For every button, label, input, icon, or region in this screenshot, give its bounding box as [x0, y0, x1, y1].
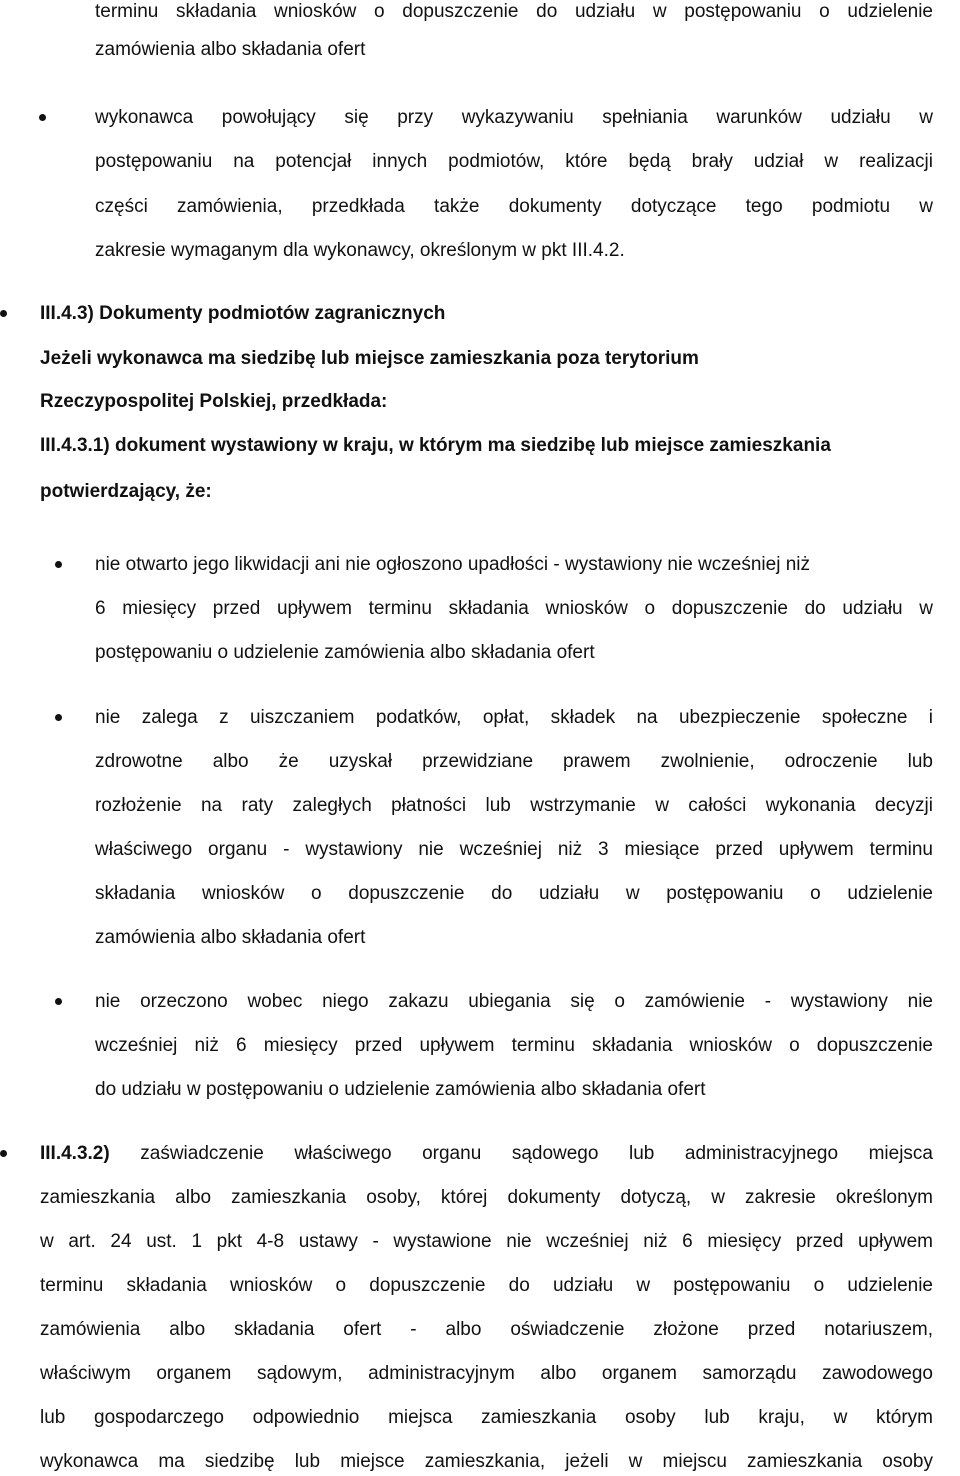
text-line: Rzeczypospolitej Polskiej, przedkłada: [40, 391, 388, 412]
text-line: zamówienia albo składania ofert [95, 927, 366, 948]
text-line: Jeżeli wykonawca ma siedzibę lub miejsce zamieszkania poza terytorium [40, 348, 699, 369]
text-line: 6 miesięcy przed upływem terminu składania wniosków o dopuszczenie do udziału w [95, 598, 933, 619]
text-line: właściwym organem sądowym, administracyjnym albo organem samorządu zawodowego [40, 1363, 933, 1384]
text-line: części zamówienia, przedkłada także dokumenty dotyczące tego podmiotu w [95, 196, 933, 217]
text-line: postępowaniu na potencjał innych podmiotów, które będą brały udział w realizacji [95, 151, 933, 172]
item-text: zaświadczenie właściwego organu sądowego lub administracyjnego miejsca [109, 1143, 933, 1164]
text-line: zamówienia albo składania ofert [95, 39, 366, 60]
text-line: nie zalega z uiszczaniem podatków, opłat, składek na ubezpieczenie społeczne i [95, 707, 933, 728]
bullet-icon [0, 1150, 7, 1157]
text-line: potwierdzający, że: [40, 481, 212, 502]
text-line: zakresie wymaganym dla wykonawcy, określonym w pkt III.4.2. [95, 240, 625, 261]
text-line: terminu składania wniosków o dopuszczenie do udziału w postępowaniu o udzielenie [95, 1, 933, 22]
bullet-icon [39, 114, 46, 121]
text-line [40, 1142, 933, 1166]
text-line: wcześniej niż 6 miesięcy przed upływem terminu składania wniosków o dopuszczenie [95, 1035, 933, 1056]
bullet-icon [55, 998, 62, 1005]
text-line: III.4.3.1) dokument wystawiony w kraju, w którym ma siedzibę lub miejsce zamieszkania [40, 435, 831, 456]
text-line: rozłożenie na raty zaległych płatności lub wstrzymanie w całości wykonania decyzji [95, 795, 933, 816]
text-line: nie orzeczono wobec niego zakazu ubiegania się o zamówienie - wystawiony nie [95, 991, 933, 1012]
text-line: właściwego organu - wystawiony nie wcześniej niż 3 miesiące przed upływem terminu [95, 839, 933, 860]
bullet-icon [0, 310, 7, 317]
section-heading: III.4.3) Dokumenty podmiotów zagranicznych [40, 303, 446, 324]
text-line: postępowaniu o udzielenie zamówienia albo składania ofert [95, 642, 595, 663]
text-line: wykonawca ma siedzibę lub miejsce zamieszkania, jeżeli w miejscu zamieszkania osoby [40, 1451, 933, 1472]
item-label: III.4.3.2) [40, 1143, 110, 1164]
text-line: terminu składania wniosków o dopuszczenie do udziału w postępowaniu o udzielenie [40, 1275, 933, 1296]
text-line: w art. 24 ust. 1 pkt 4-8 ustawy - wystawione nie wcześniej niż 6 miesięcy przed upływem [40, 1231, 933, 1252]
text-line: wykonawca powołujący się przy wykazywaniu spełniania warunków udziału w [95, 107, 933, 128]
text-line: do udziału w postępowaniu o udzielenie zamówienia albo składania ofert [95, 1079, 706, 1100]
bullet-icon [55, 561, 62, 568]
text-line: nie otwarto jego likwidacji ani nie ogłoszono upadłości - wystawiony nie wcześniej niż [95, 554, 810, 575]
text-line: składania wniosków o dopuszczenie do udziału w postępowaniu o udzielenie [95, 883, 933, 904]
text-line: lub gospodarczego odpowiednio miejsca zamieszkania osoby lub kraju, w którym [40, 1407, 933, 1428]
text-line: zamówienia albo składania ofert - albo oświadczenie złożone przed notariuszem, [40, 1319, 933, 1340]
text-line: zdrowotne albo że uzyskał przewidziane prawem zwolnienie, odroczenie lub [95, 751, 933, 772]
bullet-icon [55, 714, 62, 721]
text-line: zamieszkania albo zamieszkania osoby, której dokumenty dotyczą, w zakresie określonym [40, 1187, 933, 1208]
